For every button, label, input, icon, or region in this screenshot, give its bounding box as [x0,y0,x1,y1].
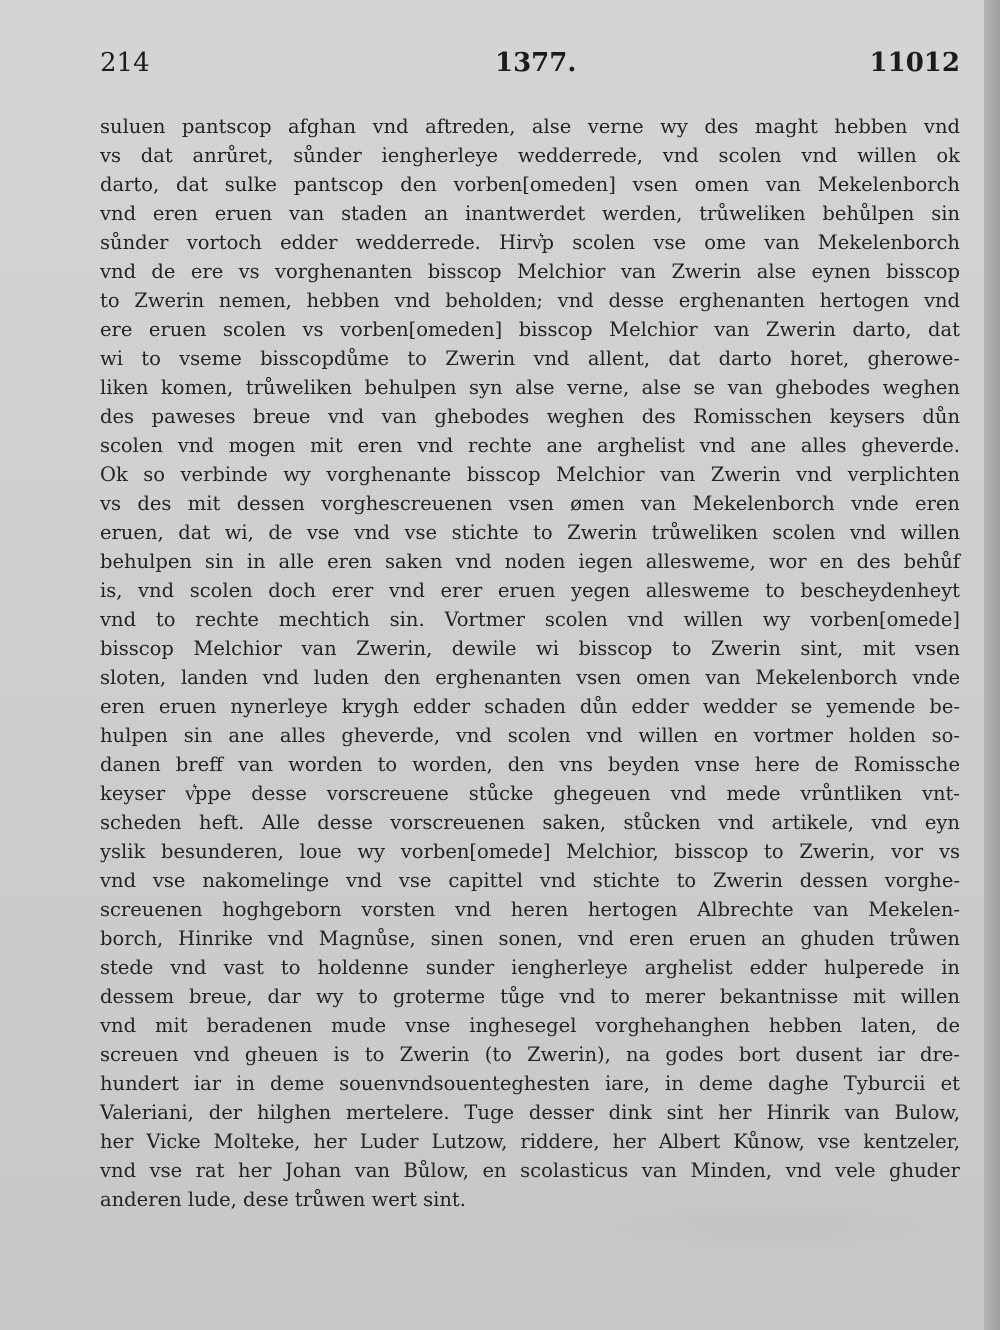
text-line: darto, dat sulke pantscop den vorben[omeden] vsen omen van Mekelenborch [100,173,960,196]
text-line: Ok so verbinde wy vorghenante bisscop Melchior van Zwerin vnd verplichten [100,463,960,486]
text-line: borch, Hinrike vnd Magnůse, sinen sonen, vnd eren eruen an ghuden trůwen [100,927,960,950]
text-line: vnd eren eruen van staden an inantwerdet werden, trůweliken behůlpen sin [100,202,960,225]
text-line: vnd vse nakomelinge vnd vse capittel vnd stichte to Zwerin dessen vorghe- [100,869,960,892]
text-line: vnd to rechte mechtich sin. Vortmer scolen vnd willen wy vorben[omede] [100,608,960,631]
text-line: ere eruen scolen vs vorben[omeden] bisscop Melchior van Zwerin darto, dat [100,318,960,341]
text-line: sloten, landen vnd luden den erghenanten vsen omen van Mekelenborch vnde [100,666,960,689]
year-heading: 1377. [495,48,577,78]
text-line: suluen pantscop afghan vnd aftreden, alse verne wy des maght hebben vnd [100,115,960,138]
text-line: her Vicke Molteke, her Luder Lutzow, riddere, her Albert Kůnow, vse kentzeler, [100,1130,960,1153]
text-line: keyser v͛ppe desse vorscreuene stůcke ghegeuen vnd mede vrůntliken vnt- [100,782,960,805]
text-line: vnd mit beradenen mude vnse inghesegel vorghehanghen hebben laten, de [100,1014,960,1037]
text-line: yslik besunderen, loue wy vorben[omede] Melchior, bisscop to Zwerin, vor vs [100,840,960,863]
text-line: Valeriani, der hilghen mertelere. Tuge desser dink sint her Hinrik van Bulow, [100,1101,960,1124]
text-line: des paweses breue vnd van ghebodes weghen des Romisschen keysers důn [100,405,960,428]
body-text [100,112,960,1214]
document-number: 11012 [869,48,960,78]
text-line: sůnder vortoch edder wedderrede. Hirv͛p scolen vse ome van Mekelenborch [100,231,960,254]
page-edge-shadow [984,0,1000,1330]
text-line: vnd de ere vs vorghenanten bisscop Melchior van Zwerin alse eynen bisscop [100,260,960,283]
text-line: hundert iar in deme souenvndsouenteghesten iare, in deme daghe Tyburcii et [100,1072,960,1095]
text-line: eren eruen nynerleye krygh edder schaden důn edder wedder se yemende be- [100,695,960,718]
bleed-through-shadow [560,1196,980,1256]
text-line-final: anderen lude, dese trůwen wert sint. [100,1188,466,1211]
text-line: is, vnd scolen doch erer vnd erer eruen yegen allesweme to bescheydenheyt [100,579,960,602]
text-line: scolen vnd mogen mit eren vnd rechte ane arghelist vnd ane alles gheverde. [100,434,960,457]
text-line: vs dat anrůret, sůnder iengherleye wedderrede, vnd scolen vnd willen ok [100,144,960,167]
text-line: dessem breue, dar wy to groterme tůge vnd to merer bekantnisse mit willen [100,985,960,1008]
page-number: 214 [100,48,150,78]
text-line: scheden heft. Alle desse vorscreuenen saken, stůcken vnd artikele, vnd eyn [100,811,960,834]
text-line: vnd vse rat her Johan van Bůlow, en scolasticus van Minden, vnd vele ghuder [100,1159,960,1182]
text-line: behulpen sin in alle eren saken vnd noden iegen allesweme, wor en des behůf [100,550,960,573]
text-line: liken komen, trůweliken behulpen syn alse verne, alse se van ghebodes weghen [100,376,960,399]
text-line: vs des mit dessen vorghescreuenen vsen ømen van Mekelenborch vnde eren [100,492,960,515]
text-line: bisscop Melchior van Zwerin, dewile wi bisscop to Zwerin sint, mit vsen [100,637,960,660]
text-line: screuenen hoghgeborn vorsten vnd heren hertogen Albrechte van Mekelen- [100,898,960,921]
text-line: wi to vseme bisscopdůme to Zwerin vnd allent, dat darto horet, gherowe- [100,347,960,370]
text-line: eruen, dat wi, de vse vnd vse stichte to Zwerin trůweliken scolen vnd willen [100,521,960,544]
page-header [100,48,960,88]
text-line: hulpen sin ane alles gheverde, vnd scolen vnd willen en vortmer holden so- [100,724,960,747]
text-line: screuen vnd gheuen is to Zwerin (to Zwerin), na godes bort dusent iar dre- [100,1043,960,1066]
text-line: danen breff van worden to worden, den vns beyden vnse here de Romissche [100,753,960,776]
text-line: to Zwerin nemen, hebben vnd beholden; vnd desse erghenanten hertogen vnd [100,289,960,312]
text-line: stede vnd vast to holdenne sunder iengherleye arghelist edder hulperede in [100,956,960,979]
